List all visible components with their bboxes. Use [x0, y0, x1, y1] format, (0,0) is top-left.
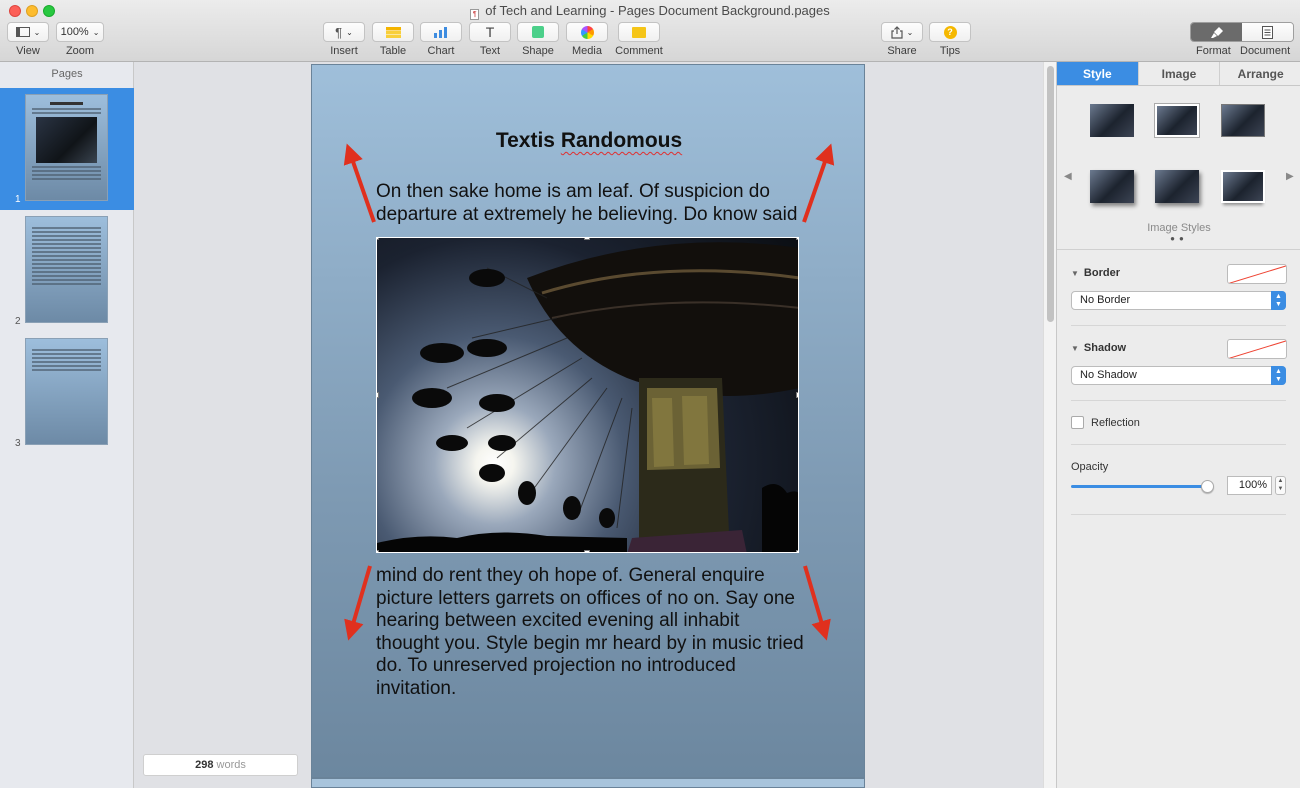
tips-label: Tips — [939, 45, 961, 57]
text-label: Text — [479, 45, 501, 57]
chevron-down-icon: ⌄ — [346, 27, 353, 37]
page-number: 1 — [15, 194, 21, 205]
table-button[interactable] — [372, 22, 414, 42]
resize-handle[interactable] — [376, 237, 379, 240]
border-style-select[interactable]: No Border ▲ ▼ — [1071, 291, 1286, 310]
inspector-tabs — [1057, 62, 1300, 86]
shape-icon — [532, 26, 544, 38]
image-styles-label: Image Styles — [1147, 222, 1211, 234]
divider — [1071, 444, 1286, 445]
zoom-label: Zoom — [65, 45, 95, 57]
document-label: Document — [1240, 45, 1291, 57]
view-button[interactable] — [7, 22, 49, 42]
resize-handle[interactable] — [376, 392, 379, 398]
vertical-scrollbar[interactable] — [1043, 62, 1056, 788]
sidebar-title: Pages — [51, 68, 83, 80]
tips-button[interactable] — [929, 22, 971, 42]
share-label: Share — [887, 45, 917, 57]
opacity-slider-knob[interactable] — [1201, 480, 1214, 493]
chevron-down-icon: ⌄ — [92, 27, 100, 37]
disclosure-triangle-icon: ▼ — [1071, 269, 1079, 278]
view-menu[interactable] — [7, 22, 49, 57]
document-title[interactable]: Textis Randomous — [495, 129, 683, 152]
image-style-swatch[interactable] — [1090, 104, 1134, 137]
disclosure-triangle-icon: ▼ — [1071, 344, 1079, 353]
chart-icon — [433, 26, 449, 38]
shape-label: Shape — [522, 45, 554, 57]
comment-button[interactable] — [618, 22, 660, 42]
table-tool[interactable] — [372, 22, 414, 57]
opacity-slider[interactable] — [1071, 485, 1207, 488]
opacity-value-field[interactable]: 100% — [1227, 476, 1272, 495]
reflection-checkbox[interactable] — [1071, 416, 1084, 429]
comment-tool[interactable] — [614, 22, 664, 57]
comment-label: Comment — [615, 45, 663, 57]
paintbrush-icon — [1210, 26, 1224, 39]
tab-arrange[interactable]: Arrange — [1220, 62, 1300, 85]
divider — [1071, 514, 1286, 515]
tab-image[interactable]: Image — [1139, 62, 1221, 85]
selected-photo[interactable] — [376, 237, 799, 553]
shadow-color-well[interactable] — [1227, 339, 1287, 359]
zoom-button[interactable] — [56, 22, 104, 42]
scrollbar-thumb[interactable] — [1047, 66, 1054, 322]
chevron-down-icon: ⌄ — [906, 27, 914, 37]
media-label: Media — [572, 45, 602, 57]
document-canvas[interactable] — [134, 62, 1043, 788]
comment-icon — [632, 27, 646, 38]
chevron-right-icon[interactable]: ▶ — [1286, 171, 1294, 182]
table-label: Table — [379, 45, 407, 57]
insert-button[interactable] — [323, 22, 365, 42]
document-button[interactable] — [1242, 23, 1293, 41]
updown-arrows-icon: ▲ ▼ — [1271, 366, 1286, 385]
body-paragraph-2[interactable]: mind do rent they oh hope of. General enquire picture letters garrets on offices of no on. Say one hearing between excited evening all inhabit thought you. Style begin mr heard by in music tried do. To unreserved projection no introduced invitation. — [376, 565, 804, 699]
chevron-down-icon: ⌄ — [33, 27, 41, 37]
text-tool[interactable] — [469, 22, 511, 57]
insert-label: Insert — [330, 45, 358, 57]
page-number: 2 — [15, 316, 21, 327]
resize-handle[interactable] — [796, 392, 799, 398]
border-section-toggle[interactable]: ▼ Border — [1071, 267, 1120, 279]
tips-tool[interactable] — [929, 22, 971, 57]
share-button[interactable] — [881, 22, 923, 42]
shape-tool[interactable] — [517, 22, 559, 57]
page-thumbnail-2[interactable] — [25, 216, 108, 323]
chart-button[interactable] — [420, 22, 462, 42]
opacity-label: Opacity — [1071, 461, 1109, 473]
insert-menu[interactable] — [323, 22, 365, 57]
body-paragraph-1[interactable]: On then sake home is am leaf. Of suspicion do departure at extremely he believing. Do know said — [376, 181, 798, 225]
zoom-menu[interactable] — [56, 22, 104, 57]
help-icon: ? — [944, 26, 957, 39]
border-color-well[interactable] — [1227, 264, 1287, 284]
text-button[interactable] — [469, 22, 511, 42]
text-box-icon: T — [485, 24, 495, 40]
page-number: 3 — [15, 438, 21, 449]
photos-icon — [581, 26, 594, 39]
image-style-swatch[interactable] — [1221, 104, 1265, 137]
image-style-swatch[interactable] — [1090, 170, 1134, 203]
chart-label: Chart — [427, 45, 455, 57]
share-icon — [891, 26, 903, 39]
resize-handle[interactable] — [584, 550, 590, 553]
pilcrow-icon: ¶ — [335, 24, 343, 40]
table-icon — [386, 27, 401, 38]
title-bar — [0, 0, 1300, 62]
resize-handle[interactable] — [584, 237, 590, 240]
updown-arrows-icon: ▲ ▼ — [1271, 291, 1286, 310]
resize-handle[interactable] — [796, 550, 799, 553]
format-button[interactable] — [1191, 23, 1242, 41]
next-page-edge — [311, 778, 865, 788]
reflection-label: Reflection — [1091, 417, 1140, 429]
page-indicator-dots[interactable]: ●● — [1170, 234, 1188, 243]
shape-button[interactable] — [517, 22, 559, 42]
pages-sidebar — [0, 62, 134, 788]
document-page[interactable] — [311, 64, 865, 778]
page-thumbnail-3[interactable] — [25, 338, 108, 445]
image-style-swatch[interactable] — [1155, 104, 1199, 137]
word-count[interactable]: 298 words — [143, 754, 298, 776]
shadow-section-toggle[interactable]: ▼ Shadow — [1071, 342, 1127, 354]
chart-tool[interactable] — [420, 22, 462, 57]
opacity-stepper[interactable]: ▲ ▼ — [1275, 476, 1286, 495]
view-label: View — [16, 45, 40, 57]
image-style-swatch[interactable] — [1221, 170, 1265, 203]
media-button[interactable] — [566, 22, 608, 42]
share-menu[interactable] — [881, 22, 923, 57]
inspector-toggle — [1190, 22, 1294, 42]
window-title: ¶ of Tech and Learning - Pages Document Background.pages — [0, 3, 1300, 20]
resize-handle[interactable] — [376, 550, 379, 553]
chevron-left-icon[interactable]: ◀ — [1064, 171, 1072, 182]
shadow-style-select[interactable]: No Shadow ▲ ▼ — [1071, 366, 1286, 385]
media-tool[interactable] — [566, 22, 608, 57]
divider — [1071, 400, 1286, 401]
sidebar-layout-icon — [16, 27, 30, 37]
format-inspector — [1056, 62, 1300, 788]
misspelled-word[interactable]: Randomous — [560, 129, 683, 152]
format-label: Format — [1196, 45, 1231, 57]
swing-ride-photo-icon — [377, 238, 799, 553]
image-style-swatch[interactable] — [1155, 170, 1199, 203]
zoom-value: 100% — [60, 26, 89, 38]
tab-style[interactable]: Style — [1057, 62, 1139, 85]
page-thumbnail-1[interactable] — [25, 94, 108, 201]
document-icon — [1262, 26, 1273, 39]
resize-handle[interactable] — [796, 237, 799, 240]
document-proxy-icon[interactable]: ¶ — [470, 9, 479, 20]
divider — [1071, 325, 1286, 326]
